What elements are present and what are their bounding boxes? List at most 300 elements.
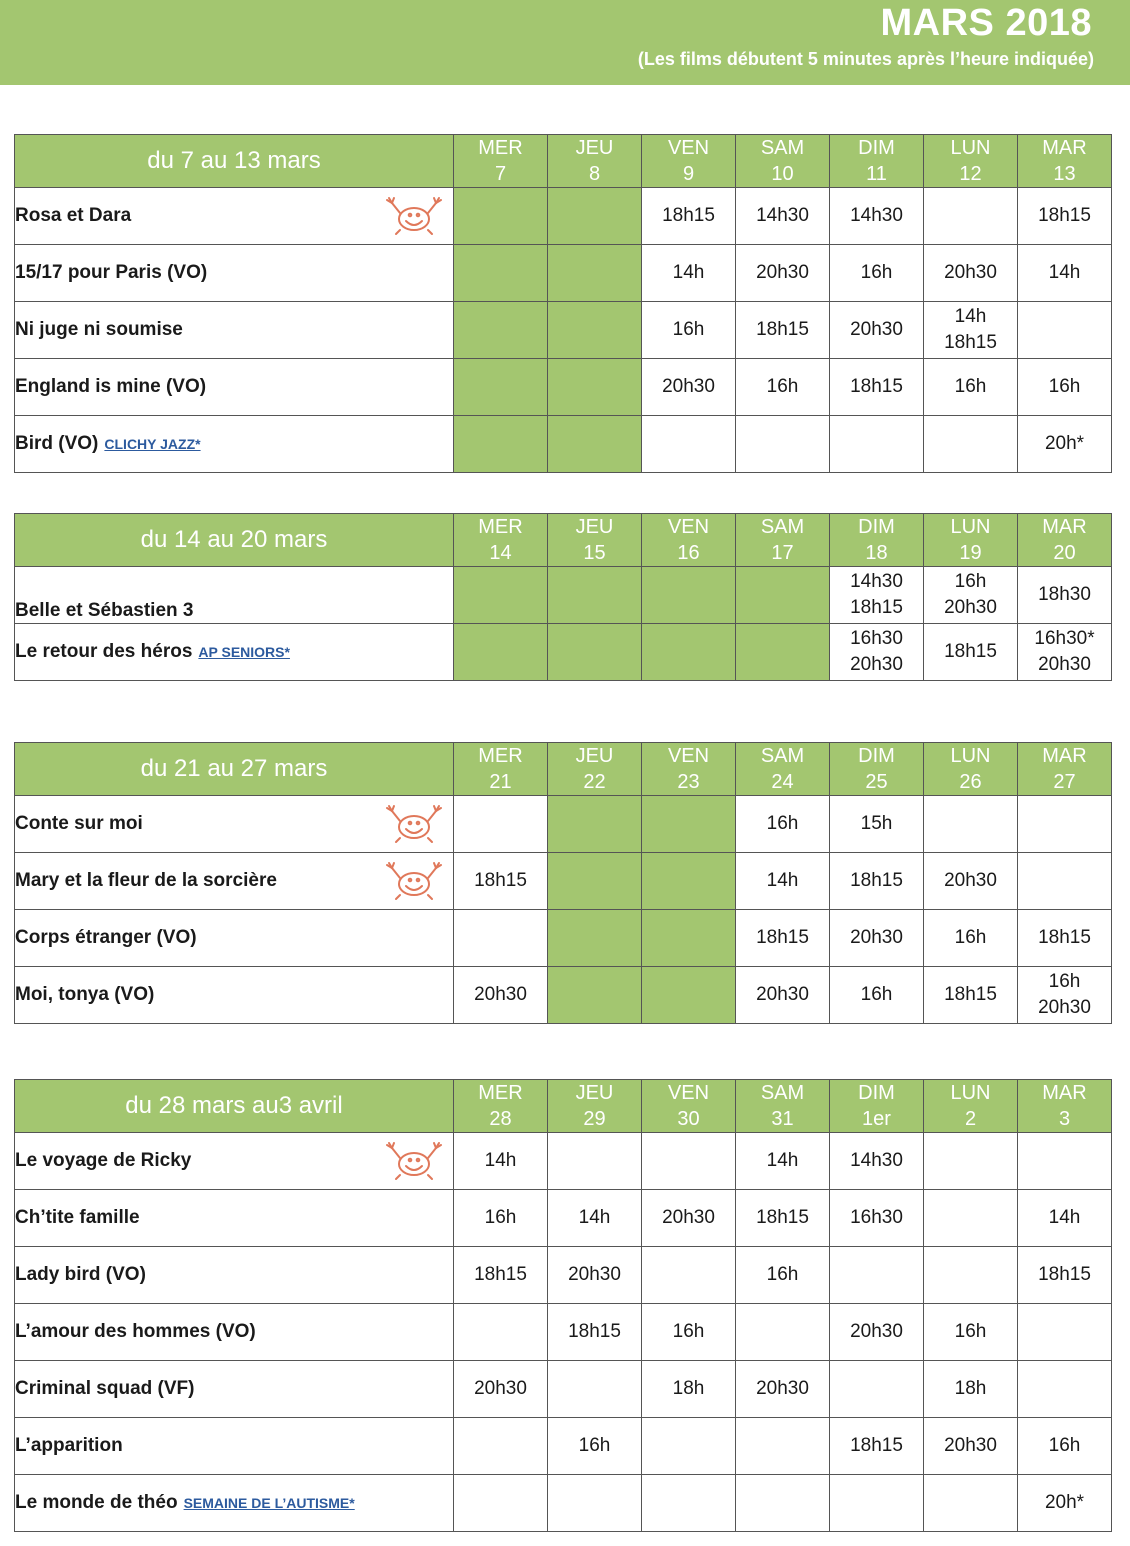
no-screening-cell (548, 359, 642, 416)
film-title-cell (15, 1418, 454, 1475)
showtime-cell (642, 1361, 736, 1418)
day-number: 28 (489, 1108, 512, 1130)
showtime: 20h30 (474, 984, 527, 1005)
showtime: 16h (954, 927, 987, 948)
showtime-cell (830, 567, 924, 624)
showtime-cell (830, 1361, 924, 1418)
film-title-cell (15, 245, 454, 302)
showtime-cell (830, 245, 924, 302)
showtime: 16h30* (1034, 628, 1095, 649)
showtime: 18h15 (850, 1435, 903, 1456)
day-number: 8 (588, 163, 601, 185)
showtime-cell (548, 1304, 642, 1361)
film-row (15, 1304, 1112, 1361)
showtime: 14h (766, 1150, 799, 1171)
no-screening-cell (548, 302, 642, 359)
no-screening-cell (548, 416, 642, 473)
showtime: 18h15 (756, 319, 809, 340)
day-name: MER (478, 137, 523, 159)
day-header (1018, 1080, 1112, 1133)
day-header (548, 1080, 642, 1133)
showtime: 14h30 (850, 1150, 903, 1171)
showtime-cell (924, 1133, 1018, 1190)
film-title: Belle et Sébastien 3 (15, 600, 194, 621)
showtime-cell (1018, 245, 1112, 302)
showtime-cell (736, 1190, 830, 1247)
film-title-cell (15, 1361, 454, 1418)
day-header (736, 135, 830, 188)
showtime: 20h30 (1038, 997, 1091, 1018)
showtime-cell (1018, 359, 1112, 416)
film-title: Lady bird (VO) (15, 1264, 146, 1285)
film-title: L’apparition (15, 1435, 123, 1456)
film-row (15, 1418, 1112, 1475)
showtime: 20h30 (944, 262, 997, 283)
showtime: 20h* (1044, 433, 1085, 454)
showtime-cell (924, 567, 1018, 624)
showtime-cell (548, 1418, 642, 1475)
showtime-cell (736, 302, 830, 359)
showtime-cell (830, 1304, 924, 1361)
showtime: 20h30 (944, 1435, 997, 1456)
day-name: MER (478, 745, 523, 767)
day-header (830, 743, 924, 796)
film-row (15, 967, 1112, 1024)
showtime-cell (1018, 1190, 1112, 1247)
showtime: 18h15 (568, 1321, 621, 1342)
day-header (454, 743, 548, 796)
day-header (830, 1080, 924, 1133)
film-row (15, 853, 1112, 910)
day-number: 7 (494, 163, 507, 185)
showtime-cell (642, 1304, 736, 1361)
day-name: JEU (575, 1082, 614, 1104)
showtime: 20h30 (1038, 654, 1091, 675)
showtime: 14h (954, 306, 987, 327)
day-name: VEN (667, 137, 710, 159)
showtime-cell (1018, 796, 1112, 853)
week-header-row (15, 514, 1112, 567)
week-table (14, 134, 1112, 473)
day-header (642, 1080, 736, 1133)
day-name: LUN (950, 745, 991, 767)
film-title-cell (15, 416, 454, 473)
showtime-cell (924, 796, 1018, 853)
day-number: 29 (583, 1108, 606, 1130)
week-header-row (15, 1080, 1112, 1133)
no-screening-cell (736, 624, 830, 681)
day-name: JEU (575, 745, 614, 767)
day-header (642, 135, 736, 188)
showtime: 14h (484, 1150, 517, 1171)
day-header (642, 743, 736, 796)
no-screening-cell (454, 624, 548, 681)
showtime: 18h15 (756, 1207, 809, 1228)
showtime-cell (830, 853, 924, 910)
showtime-cell (1018, 1304, 1112, 1361)
film-row (15, 1475, 1112, 1532)
showtime-cell (924, 624, 1018, 681)
day-number: 16 (677, 542, 700, 564)
no-screening-cell (548, 967, 642, 1024)
showtime: 16h (766, 813, 799, 834)
day-number: 17 (771, 542, 794, 564)
day-number: 30 (677, 1108, 700, 1130)
showtime: 18h15 (850, 597, 903, 618)
showtime-cell (830, 188, 924, 245)
showtime: 14h30 (756, 205, 809, 226)
film-row (15, 567, 1112, 624)
showtime: 14h30 (850, 571, 903, 592)
film-row (15, 416, 1112, 473)
film-row (15, 1133, 1112, 1190)
showtime: 16h30 (850, 628, 903, 649)
event-link[interactable]: SEMAINE DE L’AUTISME* (183, 1495, 355, 1511)
showtime-cell (642, 1418, 736, 1475)
day-name: LUN (950, 137, 991, 159)
showtime-cell (454, 1190, 548, 1247)
showtime: 18h15 (944, 641, 997, 662)
film-title-cell (15, 1475, 454, 1532)
showtime-cell (924, 853, 1018, 910)
showtime: 20h30 (944, 597, 997, 618)
film-title-cell (15, 1304, 454, 1361)
day-number: 23 (677, 771, 700, 793)
showtime-cell (736, 1304, 830, 1361)
showtime-cell (1018, 1361, 1112, 1418)
day-name: SAM (760, 137, 805, 159)
showtime-cell (830, 1418, 924, 1475)
day-name: DIM (858, 516, 895, 538)
day-header (736, 514, 830, 567)
film-title-cell (15, 302, 454, 359)
day-name: MER (478, 1082, 523, 1104)
day-name: SAM (760, 1082, 805, 1104)
showtime-cell (548, 1475, 642, 1532)
showtime-cell (1018, 910, 1112, 967)
day-header (642, 514, 736, 567)
showtime-cell (454, 1304, 548, 1361)
showtime-cell (924, 1304, 1018, 1361)
showtime-cell (548, 1361, 642, 1418)
child-smiley-icon (383, 861, 445, 901)
event-link[interactable]: AP SENIORS* (198, 644, 290, 660)
no-screening-cell (548, 567, 642, 624)
showtime: 16h (1048, 971, 1081, 992)
day-header (454, 135, 548, 188)
showtime-cell (642, 188, 736, 245)
showtime-cell (830, 1190, 924, 1247)
film-title-cell (15, 1247, 454, 1304)
day-header (1018, 135, 1112, 188)
film-title: 15/17 pour Paris (VO) (15, 262, 208, 283)
week-table (14, 513, 1112, 681)
day-name: LUN (950, 1082, 991, 1104)
film-title-cell (15, 188, 454, 245)
film-title: Mary et la fleur de la sorcière (15, 870, 277, 891)
showtime-cell (1018, 302, 1112, 359)
showtime-cell (924, 188, 1018, 245)
film-title-cell (15, 567, 454, 624)
showtime: 20h30 (850, 654, 903, 675)
showtime: 18h15 (1038, 927, 1091, 948)
showtime-cell (454, 1133, 548, 1190)
showtime-cell (454, 853, 548, 910)
day-number: 12 (959, 163, 982, 185)
showtime: 16h (672, 1321, 705, 1342)
showtime-cell (1018, 1475, 1112, 1532)
child-smiley-icon (383, 1141, 445, 1181)
showtime: 20h30 (756, 262, 809, 283)
showtime-cell (830, 1247, 924, 1304)
week-range: du 28 mars au3 avril (15, 1080, 454, 1133)
showtime: 16h (860, 984, 893, 1005)
week-table (14, 742, 1112, 1024)
showtime: 16h (766, 1264, 799, 1285)
day-name: VEN (667, 1082, 710, 1104)
showtime-cell (642, 1190, 736, 1247)
day-number: 31 (771, 1108, 794, 1130)
showtime-cell (830, 624, 924, 681)
showtime: 18h15 (474, 870, 527, 891)
showtime-cell (642, 416, 736, 473)
day-header (1018, 514, 1112, 567)
showtime-cell (1018, 416, 1112, 473)
showtime-cell (454, 1418, 548, 1475)
showtime-cell (924, 910, 1018, 967)
no-screening-cell (454, 416, 548, 473)
day-name: DIM (858, 137, 895, 159)
showtime-cell (642, 1475, 736, 1532)
showtime-cell (736, 245, 830, 302)
showtime-cell (642, 1247, 736, 1304)
film-title: Corps étranger (VO) (15, 927, 197, 948)
showtime-cell (924, 416, 1018, 473)
showtime: 20h30 (474, 1378, 527, 1399)
showtime: 18h15 (850, 870, 903, 891)
header-banner (0, 0, 1130, 85)
film-title: Bird (VO) (15, 433, 99, 454)
showtime: 18h15 (474, 1264, 527, 1285)
showtime: 20h* (1044, 1492, 1085, 1513)
day-name: MAR (1042, 516, 1087, 538)
no-screening-cell (548, 796, 642, 853)
showtime: 18h15 (944, 332, 997, 353)
showtime-cell (454, 1361, 548, 1418)
day-number: 10 (771, 163, 794, 185)
week-header-row (15, 135, 1112, 188)
week-table (14, 1079, 1112, 1532)
showtime: 15h (860, 813, 893, 834)
showtime-cell (736, 796, 830, 853)
no-screening-cell (548, 910, 642, 967)
showtime: 18h15 (944, 984, 997, 1005)
film-row (15, 359, 1112, 416)
showtime: 16h (766, 376, 799, 397)
showtime: 16h (484, 1207, 517, 1228)
day-header (736, 743, 830, 796)
showtime-cell (454, 1247, 548, 1304)
showtime: 16h (954, 376, 987, 397)
film-title-cell (15, 796, 454, 853)
film-row (15, 1361, 1112, 1418)
film-title-cell (15, 1133, 454, 1190)
showtime: 14h (672, 262, 705, 283)
showtime-cell (830, 416, 924, 473)
day-header (1018, 743, 1112, 796)
showtime: 14h (766, 870, 799, 891)
day-name: VEN (667, 516, 710, 538)
film-row (15, 1190, 1112, 1247)
showtime: 18h15 (850, 376, 903, 397)
no-screening-cell (454, 359, 548, 416)
showtime: 20h30 (662, 1207, 715, 1228)
day-number: 22 (583, 771, 606, 793)
showtime-cell (642, 302, 736, 359)
showtime-cell (830, 796, 924, 853)
day-name: DIM (858, 1082, 895, 1104)
showtime: 18h (672, 1378, 705, 1399)
showtime: 16h (954, 1321, 987, 1342)
film-title-cell (15, 853, 454, 910)
showtime-cell (736, 359, 830, 416)
day-name: JEU (575, 137, 614, 159)
event-link[interactable]: CLICHY JAZZ* (104, 436, 201, 452)
day-header (830, 135, 924, 188)
showtime: 14h30 (850, 205, 903, 226)
showtime-cell (736, 910, 830, 967)
showtime-cell (454, 910, 548, 967)
showtime-cell (454, 1475, 548, 1532)
day-number: 20 (1053, 542, 1076, 564)
film-row (15, 245, 1112, 302)
day-number: 11 (866, 163, 887, 185)
showtime: 20h30 (568, 1264, 621, 1285)
no-screening-cell (454, 567, 548, 624)
page-title: MARS 2018 (880, 2, 1092, 44)
day-name: LUN (950, 516, 991, 538)
showtime-cell (1018, 1247, 1112, 1304)
showtime-cell (924, 1475, 1018, 1532)
day-header (454, 514, 548, 567)
day-number: 21 (489, 771, 512, 793)
day-header (924, 135, 1018, 188)
showtime-cell (736, 1475, 830, 1532)
showtime-cell (736, 967, 830, 1024)
showtime-cell (548, 1133, 642, 1190)
film-row (15, 796, 1112, 853)
showtime-cell (736, 188, 830, 245)
day-header (454, 1080, 548, 1133)
day-header (548, 514, 642, 567)
showtime-cell (830, 1133, 924, 1190)
showtime-cell (830, 967, 924, 1024)
day-number: 24 (771, 771, 794, 793)
no-screening-cell (548, 624, 642, 681)
showtime-cell (548, 1190, 642, 1247)
no-screening-cell (642, 567, 736, 624)
no-screening-cell (548, 853, 642, 910)
film-title: England is mine (VO) (15, 376, 207, 397)
showtime-cell (736, 853, 830, 910)
film-title: Le voyage de Ricky (15, 1150, 192, 1171)
day-header (548, 135, 642, 188)
child-smiley-icon (383, 804, 445, 844)
showtime: 16h (578, 1435, 611, 1456)
showtime: 20h30 (850, 319, 903, 340)
showtime-cell (924, 302, 1018, 359)
film-row (15, 188, 1112, 245)
showtime: 20h30 (850, 927, 903, 948)
day-number: 27 (1053, 771, 1076, 793)
showtime: 16h (1048, 1435, 1081, 1456)
showtime: 14h (1048, 1207, 1081, 1228)
no-screening-cell (454, 245, 548, 302)
no-screening-cell (642, 624, 736, 681)
showtime: 20h30 (662, 376, 715, 397)
showtime-cell (642, 1133, 736, 1190)
day-name: SAM (760, 745, 805, 767)
film-title: Rosa et Dara (15, 205, 132, 226)
showtime-cell (1018, 1418, 1112, 1475)
showtime: 14h (1048, 262, 1081, 283)
day-number: 2 (964, 1108, 977, 1130)
day-header (924, 1080, 1018, 1133)
no-screening-cell (454, 188, 548, 245)
day-name: MAR (1042, 1082, 1087, 1104)
showtime: 18h30 (1038, 584, 1091, 605)
day-header (548, 743, 642, 796)
film-title: Ch’tite famille (15, 1207, 140, 1228)
showtime: 18h15 (1038, 1264, 1091, 1285)
day-header (736, 1080, 830, 1133)
film-row (15, 910, 1112, 967)
showtime-cell (924, 1247, 1018, 1304)
showtime-cell (642, 359, 736, 416)
showtime-cell (830, 910, 924, 967)
day-number: 9 (682, 163, 695, 185)
day-number: 3 (1058, 1108, 1071, 1130)
week-header-row (15, 743, 1112, 796)
showtime: 20h30 (944, 870, 997, 891)
film-title: Le monde de théo (15, 1492, 178, 1513)
showtime: 16h (672, 319, 705, 340)
day-number: 14 (489, 542, 512, 564)
showtime: 16h (954, 571, 987, 592)
no-screening-cell (642, 853, 736, 910)
day-name: MAR (1042, 137, 1087, 159)
showtime-cell (924, 359, 1018, 416)
showtime-cell (830, 302, 924, 359)
showtime-cell (642, 245, 736, 302)
day-header (924, 514, 1018, 567)
showtime-cell (1018, 853, 1112, 910)
showtime: 16h30 (850, 1207, 903, 1228)
film-title: Conte sur moi (15, 813, 143, 834)
day-name: VEN (667, 745, 710, 767)
day-number: 15 (583, 542, 606, 564)
showtime: 16h (1048, 376, 1081, 397)
showtime: 14h (578, 1207, 611, 1228)
showtime-cell (1018, 567, 1112, 624)
showtime: 18h15 (756, 927, 809, 948)
no-screening-cell (548, 245, 642, 302)
day-number: 25 (865, 771, 888, 793)
showtime-cell (1018, 624, 1112, 681)
showtime-cell (924, 967, 1018, 1024)
film-title-cell (15, 1190, 454, 1247)
showtime: 18h (954, 1378, 987, 1399)
